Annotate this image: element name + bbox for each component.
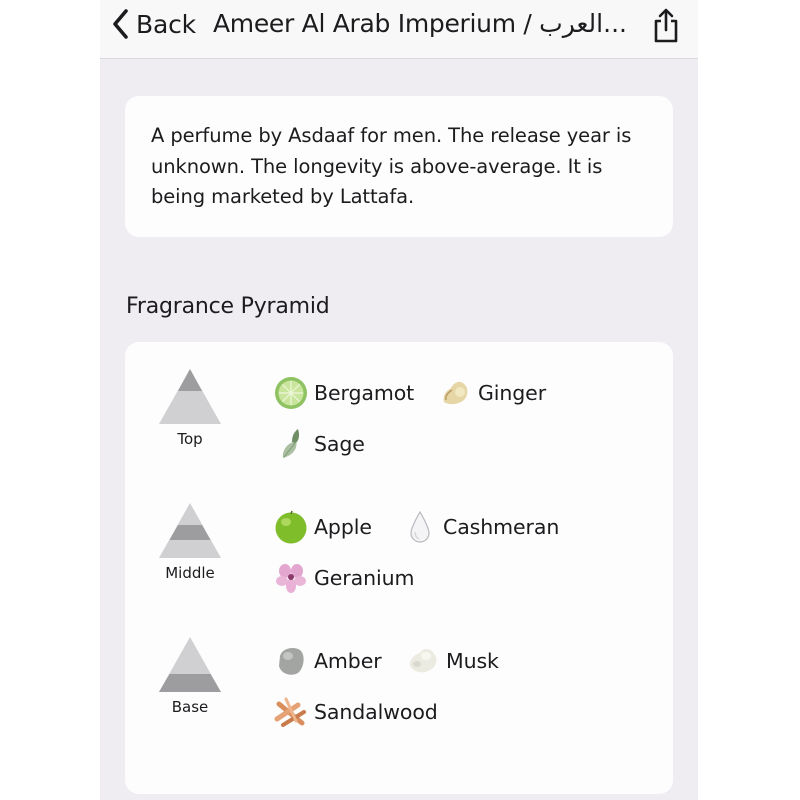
musk-icon (405, 644, 441, 678)
ginger-icon (437, 376, 473, 410)
note-sandalwood[interactable] (273, 695, 438, 729)
note-label: Ginger (478, 381, 547, 405)
note-bergamot[interactable] (273, 376, 414, 410)
section-title-fragrance-pyramid: Fragrance Pyramid (126, 294, 330, 319)
app-screen (100, 0, 698, 800)
back-label: Back (136, 9, 196, 39)
tier-label: Middle (165, 564, 215, 582)
note-ginger[interactable] (437, 376, 546, 410)
share-icon (651, 6, 681, 44)
pyramid-top-icon (158, 368, 222, 426)
page-title: Ameer Al Arab Imperium / العرب... (213, 9, 627, 38)
tier-base (125, 610, 673, 730)
tier-top (125, 342, 673, 462)
note-musk[interactable] (405, 644, 499, 678)
navigation-bar (100, 0, 698, 59)
tier-label: Top (177, 430, 203, 448)
fragrance-pyramid-card (125, 342, 673, 794)
share-button[interactable] (651, 6, 681, 44)
perfume-description: A perfume by Asdaaf for men. The release year is unknown. The longevity is above-average. It is being marketed by Lattafa. (151, 124, 632, 208)
chevron-left-icon (110, 8, 132, 40)
apple-icon (273, 510, 309, 544)
geranium-flower-icon (273, 561, 309, 595)
note-amber[interactable] (273, 644, 382, 678)
description-card (125, 96, 673, 237)
note-label: Sandalwood (314, 700, 438, 724)
note-label: Amber (314, 649, 382, 673)
note-label: Bergamot (314, 381, 415, 405)
note-geranium[interactable] (273, 561, 414, 595)
tier-label: Base (171, 698, 209, 716)
note-label: Apple (314, 515, 372, 539)
tier-middle (125, 476, 673, 596)
note-label: Geranium (314, 566, 415, 590)
note-label: Cashmeran (443, 515, 560, 539)
note-cashmeran[interactable] (402, 510, 559, 544)
pyramid-base-icon (158, 636, 222, 694)
note-label: Sage (314, 432, 365, 456)
note-label: Musk (446, 649, 499, 673)
drop-icon (402, 510, 438, 544)
sage-icon (273, 427, 309, 461)
bergamot-icon (273, 376, 309, 410)
sandalwood-sticks-icon (273, 695, 309, 729)
note-sage[interactable] (273, 427, 365, 461)
amber-stone-icon (273, 644, 309, 678)
note-apple[interactable] (273, 510, 372, 544)
back-button[interactable] (110, 6, 196, 42)
pyramid-middle-icon (158, 502, 222, 560)
